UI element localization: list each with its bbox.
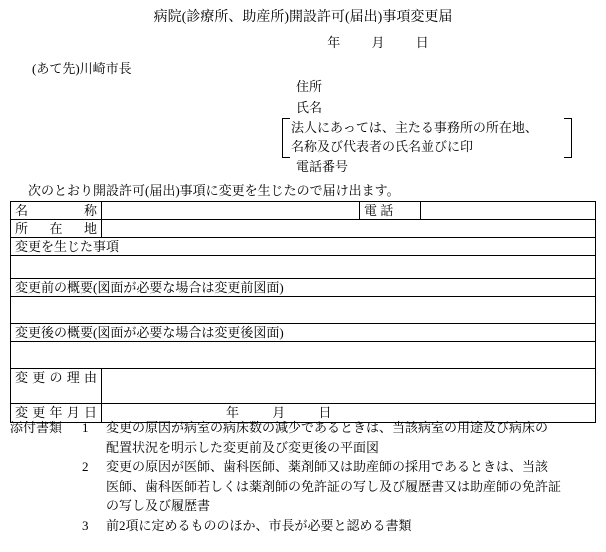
change-date-month-label: 月 [272,405,286,420]
facility-name-label-cell [11,202,102,220]
change-date-label-char-1: 変 [15,405,29,420]
lead-text: 次のとおり開設許可(届出)事項に変更を生じたので届け出ます。 [28,183,400,198]
facility-address-label-char-1: 所 [15,221,29,236]
facility-tel-label: 電 話 [360,202,421,220]
table-row-name [11,202,596,220]
attachment-text-1-line-2: 配置状況を明示した変更前及び変更後の平面図 [106,439,380,455]
date-day-label: 日 [415,35,429,50]
facility-address-label-char-3: 地 [83,221,97,236]
before-summary-heading: 変更前の概要(図面が必要な場合は変更前図面) [11,279,596,297]
attachment-item-2 [10,457,600,477]
bracket-left-icon [282,118,290,158]
attachment-number-2: 2 [82,459,89,474]
attachment-item-3 [10,516,600,536]
applicant-block [296,76,322,118]
attachment-item-1 [10,418,600,438]
reason-label-char-3: の [49,370,63,385]
facility-name-label-char-2: 称 [83,203,97,218]
change-date-label-char-5: 日 [83,405,97,420]
attachment-text-1-line-1: 変更の原因が病室の病床数の減少であるときは、当該病室の用途及び病床の [106,420,549,435]
after-summary-heading: 変更後の概要(図面が必要な場合は変更後図面) [11,324,596,342]
table-row-changed-item-body [11,256,596,279]
corporation-note-box [282,118,572,156]
attachment-text-2-line-2: 医師、歯科医師若しくは薬剤師の免許証の写し及び履歴書又は助産師の免許証 [106,478,562,494]
table-row-before-head [11,279,596,297]
date-year-label: 年 [327,35,341,50]
reason-label-char-4: 理 [66,370,80,385]
change-date-day-label: 日 [318,405,332,420]
table-row-changed-item-head [11,238,596,256]
attachment-number-1: 1 [82,420,89,435]
facility-address-value[interactable] [102,220,596,238]
changed-item-value[interactable] [11,256,596,279]
before-summary-value[interactable] [11,297,596,324]
page-title: 病院(診療所、助産所)開設許可(届出)事項変更届 [153,10,453,25]
reason-label-char-1: 変 [15,370,29,385]
table-row-after-head [11,324,596,342]
attachments-section [10,418,600,535]
after-summary-value[interactable] [11,342,596,369]
attachments-label: 添付書類 [10,420,63,435]
addressee: (あて先)川崎市長 [32,61,132,76]
facility-name-label-char-1: 名 [15,203,29,218]
attachment-text-2-line-3: の写し及び履歴書 [106,498,211,513]
change-date-label-char-4: 月 [66,405,80,420]
corporation-note-line-1: 法人にあっては、主たる事務所の所在地、 [291,120,538,135]
date-month-label: 月 [371,35,385,50]
reason-label-char-5: 由 [83,370,97,385]
table-row-reason [11,369,596,404]
applicant-address-label: 住所 [296,79,323,94]
attachment-text-2-line-1: 変更の原因が医師、歯科医師、薬剤師又は助産師の採用であるときは、当該 [106,459,549,474]
attachment-number-3: 3 [82,517,89,533]
change-date-year-label: 年 [226,405,240,420]
table-row-before-body [11,297,596,324]
facility-address-label-cell [11,220,102,238]
attachment-text-3-line-1: 前2項に定めるもののほか、市長が必要と認める書類 [106,517,412,533]
changed-item-heading: 変更を生じた事項 [11,238,596,256]
corporation-note-line-2: 名称及び代表者の氏名並びに印 [291,139,474,154]
change-date-label-char-3: 年 [49,405,63,420]
facility-address-label-char-2: 在 [49,221,63,236]
change-form-table [10,201,596,423]
applicant-name-label: 氏名 [296,100,323,115]
change-date-label-char-2: 更 [32,405,46,420]
facility-name-value[interactable] [102,202,360,220]
table-row-address [11,220,596,238]
bracket-right-icon [564,118,572,158]
reason-label-cell [11,369,102,404]
applicant-tel-label: 電話番号 [296,159,349,174]
submission-date-line [0,32,606,51]
reason-value[interactable] [102,369,596,404]
reason-label-char-2: 更 [32,370,46,385]
table-row-after-body [11,342,596,369]
facility-tel-value[interactable] [421,202,596,220]
